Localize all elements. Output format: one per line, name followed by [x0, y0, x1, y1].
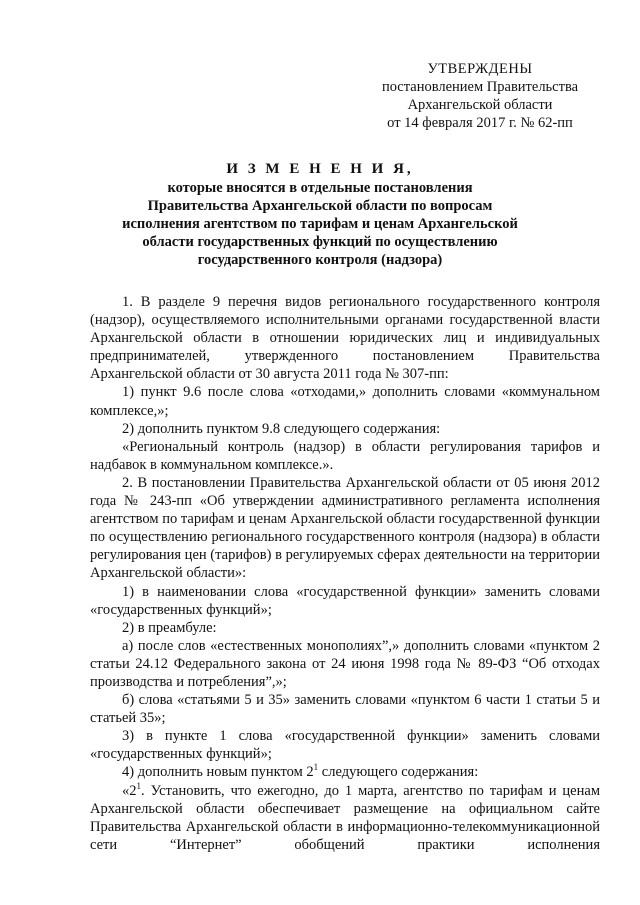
item-4-text-end: следующего содержания: — [318, 764, 479, 781]
item-4-quote-superscript: 1 — [136, 780, 141, 791]
document-heading — [90, 160, 550, 269]
heading-line-4: области государственных функций по осуществлению — [142, 234, 498, 250]
paragraph-2-item-4-text — [90, 782, 600, 854]
approval-line-2: Архангельской области — [407, 97, 553, 113]
paragraph-2-item-4 — [90, 763, 600, 781]
item-4-text: 4) дополнить новым пунктом 2 — [122, 764, 314, 781]
paragraph-1-item-1: 1) пункт 9.6 после слова «отходами,» дополнить словами «коммунальном комплексе,»; — [90, 384, 600, 419]
paragraph-1-item-2: 2) дополнить пунктом 9.8 следующего содержания: — [122, 420, 441, 437]
paragraph-1-item-2-text: «Региональный контроль (надзор) в области регулирования тарифов и надбавок в коммунальном комплексе.». — [90, 438, 600, 473]
paragraph-2-item-2a: а) после слов «естественных монополиях”,» дополнить словами «пунктом 2 статьи 24.12 Федерального закона от 24 июня 1998 года № 89-ФЗ “Об отходах производства и потребления”,»; — [90, 637, 600, 690]
item-4-superscript: 1 — [313, 762, 319, 773]
approval-stamp — [360, 60, 600, 132]
paragraph-2-item-1: 1) в наименовании слова «государственной функции» заменить словами «государственных функций»; — [90, 583, 600, 618]
paragraph-2-item-3: 3) в пункте 1 слова «государственной функции» заменить словами «государственных функций»; — [90, 728, 600, 763]
heading-line-3: исполнения агентством по тарифам и ценам Архангельской — [122, 216, 518, 232]
approval-line-1: постановлением Правительства — [381, 79, 579, 95]
paragraph-2: 2. В постановлении Правительства Архангельской области от 05 июня 2012 года № 243-пп «Об утверждении административного регламента исполнения агентством по тарифам и ценам Архангельской области государственной функции по осуществлению регионального государственного контроля (надзора) в области регулирования цен (тарифов) в регулируемых сферах деятельности на территории Архангельской области»: — [90, 474, 600, 582]
paragraph-1: 1. В разделе 9 перечня видов регионального государственного контроля (надзор), осуществляемого исполнительными органами государственной власти Архангельской области в отношении юридических лиц и индивидуальных предпринимателей, утвержденного постановлением Правительства Архангельской области от 30 августа 2011 года № 307-пп: — [90, 294, 600, 383]
document-body — [90, 293, 600, 854]
heading-line-2: Правительства Архангельской области по вопросам — [147, 198, 493, 214]
paragraph-2-item-2b: б) слова «статьями 5 и 35» заменить словами «пунктом 6 части 1 статьи 5 и статьей 35»; — [90, 692, 600, 727]
approval-title: УТВЕРЖДЕНЫ — [427, 61, 533, 77]
item-4-quote-start: «2 — [122, 782, 137, 799]
approval-line-3: от 14 февраля 2017 г. № 62-пп — [387, 115, 573, 131]
heading-title: И З М Е Н Е Н И Я, — [226, 161, 414, 177]
heading-line-1: которые вносятся в отдельные постановления — [167, 180, 473, 196]
heading-line-5: государственного контроля (надзора) — [197, 252, 443, 268]
item-4-quote-text: . Установить, что ежегодно, до 1 марта, агентство по тарифам и ценам Архангельской области обеспечивает размещение на официальном сайте Правительства Архангельской области в информационно-телекоммуникационной сети “Интернет” обобщений практики исполнения — [90, 782, 600, 853]
paragraph-2-item-2: 2) в преамбуле: — [122, 619, 217, 636]
